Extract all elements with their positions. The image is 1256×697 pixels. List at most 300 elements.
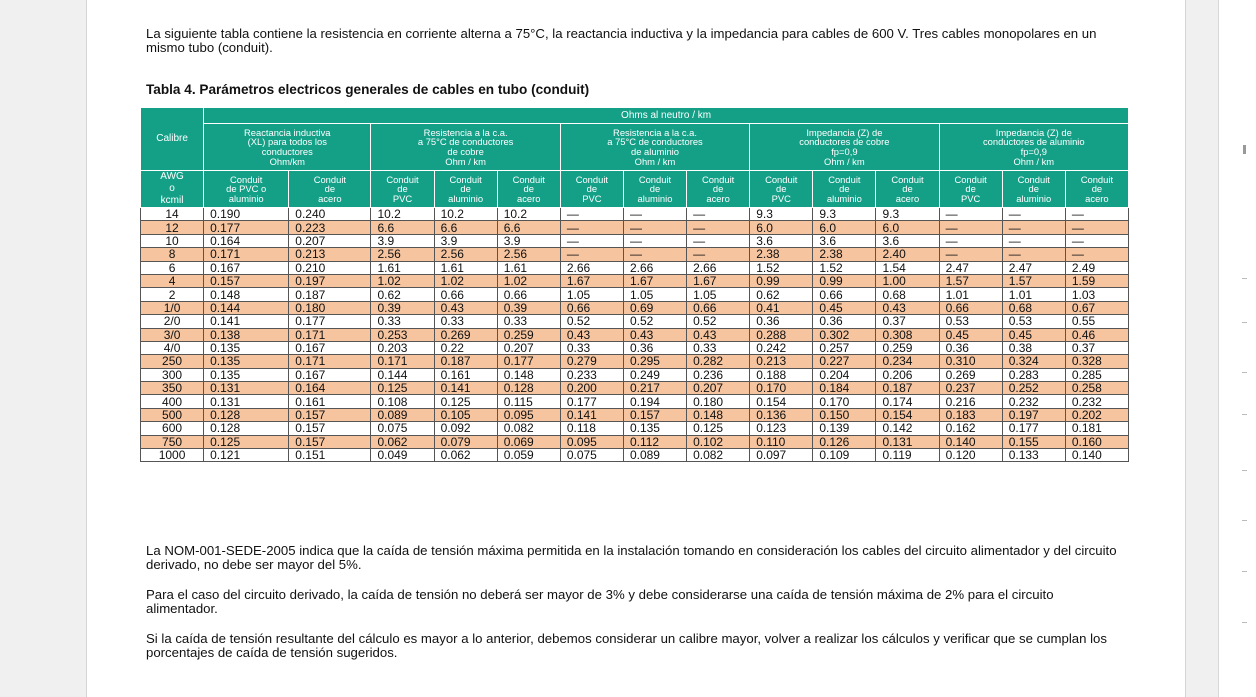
value-cell: 0.283 xyxy=(1002,368,1065,381)
side-panel-marker xyxy=(1243,145,1246,154)
conduit-subheader-line: Conduit xyxy=(828,173,861,185)
value-cell: 0.171 xyxy=(371,355,434,368)
value-cell: 0.190 xyxy=(204,208,289,221)
value-cell: 0.22 xyxy=(434,341,497,354)
conduit-subheader-line: Conduit xyxy=(386,173,419,185)
calibre-cell: 1000 xyxy=(141,449,204,462)
value-cell: 0.55 xyxy=(1065,315,1128,328)
value-cell: 0.302 xyxy=(813,328,876,341)
value-cell: — xyxy=(1065,221,1128,234)
conduit-subheader xyxy=(497,171,560,208)
value-cell: 0.154 xyxy=(750,395,813,408)
value-cell: 0.075 xyxy=(560,449,623,462)
value-cell: — xyxy=(939,248,1002,261)
conduit-subheader xyxy=(1002,171,1065,208)
value-cell: 2.49 xyxy=(1065,261,1128,274)
intro-paragraph: La siguiente tabla contiene la resistencia en corriente alterna a 75°C, la reactancia inductiva y la impedancia para cables de 600 V. Tres cables monopolares en un mismo tubo (conduit). xyxy=(146,26,1097,55)
value-cell: 0.194 xyxy=(623,395,686,408)
conduit-subheader-line: acero xyxy=(706,192,730,204)
value-cell: 0.269 xyxy=(939,368,1002,381)
value-cell: 6.6 xyxy=(497,221,560,234)
value-cell: 10.2 xyxy=(371,208,434,221)
value-cell: 0.148 xyxy=(204,288,289,301)
value-cell: 0.269 xyxy=(434,328,497,341)
value-cell: 0.128 xyxy=(204,422,289,435)
value-cell: — xyxy=(1002,248,1065,261)
value-cell: 0.66 xyxy=(560,301,623,314)
calibre-cell: 12 xyxy=(141,221,204,234)
conduit-subheader-line: de xyxy=(1028,183,1039,195)
table-row xyxy=(141,221,1129,234)
conduit-subheader xyxy=(1065,171,1128,208)
group-header-line: fp=0,9 xyxy=(1020,146,1047,157)
value-cell: 0.125 xyxy=(204,435,289,448)
group-header-line: conductores de aluminio xyxy=(982,136,1085,148)
value-cell: 0.39 xyxy=(371,301,434,314)
value-cell: 0.288 xyxy=(750,328,813,341)
cable-parameters-table xyxy=(140,107,1129,462)
value-cell: 0.249 xyxy=(623,368,686,381)
value-cell: 0.161 xyxy=(434,368,497,381)
value-cell: 0.174 xyxy=(876,395,939,408)
conduit-subheader xyxy=(687,171,750,208)
value-cell: 2.56 xyxy=(371,248,434,261)
conduit-subheader-line: Conduit xyxy=(313,173,347,185)
value-cell: 0.43 xyxy=(560,328,623,341)
calibre-cell: 250 xyxy=(141,355,204,368)
value-cell: 0.62 xyxy=(750,288,813,301)
value-cell: 0.68 xyxy=(876,288,939,301)
value-cell: 0.66 xyxy=(497,288,560,301)
value-cell: 0.140 xyxy=(1065,449,1128,462)
group-header xyxy=(560,124,749,171)
value-cell: — xyxy=(1002,208,1065,221)
value-cell: 0.43 xyxy=(876,301,939,314)
value-cell: 0.187 xyxy=(876,382,939,395)
value-cell: 0.52 xyxy=(560,315,623,328)
value-cell: 1.67 xyxy=(687,274,750,287)
calibre-cell: 600 xyxy=(141,422,204,435)
calibre-cell: 400 xyxy=(141,395,204,408)
larger-gauge-paragraph: Si la caída de tensión resultante del cálculo es mayor a lo anterior, debemos considerar un calibre mayor, volver a realizar los cálculos y verificar que se cumplan los porcentajes de caída de tensión sugeridos. xyxy=(146,631,1107,660)
group-header-line: Resistencia a la c.a. xyxy=(423,126,508,138)
value-cell: 0.99 xyxy=(750,274,813,287)
conduit-subheader xyxy=(750,171,813,208)
value-cell: — xyxy=(623,248,686,261)
conduit-subheader xyxy=(371,171,434,208)
value-cell: 0.204 xyxy=(813,368,876,381)
value-cell: — xyxy=(939,221,1002,234)
value-cell: 0.131 xyxy=(204,395,289,408)
value-cell: — xyxy=(1002,221,1065,234)
value-cell: 0.259 xyxy=(497,328,560,341)
value-cell: 0.157 xyxy=(623,408,686,421)
group-header-line: Ohm / km xyxy=(1013,155,1055,167)
value-cell: 0.188 xyxy=(750,368,813,381)
value-cell: 0.095 xyxy=(560,435,623,448)
conduit-subheader-line: Conduit xyxy=(449,173,482,185)
value-cell: 0.39 xyxy=(497,301,560,314)
conduit-subheader-line: aluminio xyxy=(448,192,484,204)
conduit-subheader-line: aluminio xyxy=(826,192,862,204)
conduit-subheader-line: de xyxy=(523,183,534,195)
value-cell: 10.2 xyxy=(434,208,497,221)
value-cell: 0.232 xyxy=(1065,395,1128,408)
value-cell: 0.177 xyxy=(1002,422,1065,435)
value-cell: 0.150 xyxy=(813,408,876,421)
value-cell: 2.66 xyxy=(687,261,750,274)
conduit-subheader-line: aluminio xyxy=(1016,192,1052,204)
conduit-subheader-line: de PVC o xyxy=(226,183,267,195)
group-header-line: a 75°C de conductores xyxy=(417,136,514,148)
group-header-line: Ohm / km xyxy=(634,155,676,167)
value-cell: 0.99 xyxy=(813,274,876,287)
value-cell: 3.9 xyxy=(371,234,434,247)
value-cell: 0.310 xyxy=(939,355,1002,368)
group-header xyxy=(939,124,1128,171)
value-cell: 0.164 xyxy=(289,382,371,395)
value-cell: 2.56 xyxy=(497,248,560,261)
value-cell: — xyxy=(687,208,750,221)
value-cell: 1.61 xyxy=(434,261,497,274)
side-panel-marker xyxy=(1242,372,1247,373)
conduit-subheader xyxy=(939,171,1002,208)
calibre-cell: 3/0 xyxy=(141,328,204,341)
value-cell: 0.154 xyxy=(876,408,939,421)
value-cell: 0.213 xyxy=(750,355,813,368)
conduit-subheader-line: Conduit xyxy=(701,173,735,185)
value-cell: 0.171 xyxy=(289,328,371,341)
value-cell: 0.135 xyxy=(204,341,289,354)
conduit-subheader-line: de xyxy=(586,183,598,195)
value-cell: 0.095 xyxy=(497,408,560,421)
value-cell: 0.67 xyxy=(1065,301,1128,314)
calibre-cell: 1/0 xyxy=(141,301,204,314)
value-cell: — xyxy=(939,208,1002,221)
value-cell: 6.0 xyxy=(876,221,939,234)
value-cell: 0.082 xyxy=(687,449,750,462)
value-cell: — xyxy=(560,248,623,261)
value-cell: 0.257 xyxy=(813,341,876,354)
value-cell: — xyxy=(1065,234,1128,247)
calibre-cell: 10 xyxy=(141,234,204,247)
conduit-subheader-line: acero xyxy=(1085,192,1109,204)
value-cell: 0.082 xyxy=(497,422,560,435)
table-row xyxy=(141,301,1129,314)
value-cell: 0.203 xyxy=(371,341,434,354)
value-cell: 0.43 xyxy=(687,328,750,341)
value-cell: 0.227 xyxy=(813,355,876,368)
value-cell: 1.67 xyxy=(623,274,686,287)
value-cell: 0.118 xyxy=(560,422,623,435)
value-cell: 0.049 xyxy=(371,449,434,462)
value-cell: 0.46 xyxy=(1065,328,1128,341)
value-cell: 3.9 xyxy=(434,234,497,247)
value-cell: 0.136 xyxy=(750,408,813,421)
value-cell: — xyxy=(1065,248,1128,261)
conduit-subheader-line: aluminio xyxy=(637,192,673,204)
table-row xyxy=(141,248,1129,261)
value-cell: 1.01 xyxy=(939,288,1002,301)
calibre-header: Calibre xyxy=(141,108,204,171)
value-cell: 0.53 xyxy=(939,315,1002,328)
value-cell: 0.253 xyxy=(371,328,434,341)
group-header-line: a 75°C de conductores xyxy=(607,136,703,148)
value-cell: 0.52 xyxy=(687,315,750,328)
conduit-subheader xyxy=(623,171,686,208)
value-cell: 0.109 xyxy=(813,449,876,462)
group-header-line: conductores xyxy=(261,146,313,157)
value-cell: 0.41 xyxy=(750,301,813,314)
calibre-cell: 14 xyxy=(141,208,204,221)
side-panel-marker xyxy=(1242,622,1247,623)
value-cell: 0.36 xyxy=(623,341,686,354)
value-cell: 0.092 xyxy=(434,422,497,435)
conduit-subheader-line: Conduit xyxy=(1017,173,1050,185)
value-cell: 0.37 xyxy=(876,315,939,328)
value-cell: 0.069 xyxy=(497,435,560,448)
value-cell: 1.02 xyxy=(434,274,497,287)
group-header-line: Ohm / km xyxy=(445,155,486,167)
value-cell: 0.210 xyxy=(289,261,371,274)
conduit-subheader-line: PVC xyxy=(960,192,981,204)
conduit-subheader-line: Conduit xyxy=(638,173,672,185)
conduit-subheader-line: acero xyxy=(318,192,342,204)
value-cell: 0.197 xyxy=(1002,408,1065,421)
value-cell: 0.33 xyxy=(687,341,750,354)
value-cell: 2.56 xyxy=(434,248,497,261)
calibre-cell: 350 xyxy=(141,382,204,395)
group-header-line: Ohm/km xyxy=(269,155,305,167)
table-row xyxy=(141,449,1129,462)
value-cell: 0.162 xyxy=(939,422,1002,435)
side-panel-marker xyxy=(1242,571,1247,572)
value-cell: 0.45 xyxy=(939,328,1002,341)
value-cell: 0.126 xyxy=(813,435,876,448)
value-cell: 0.177 xyxy=(497,355,560,368)
conduit-subheader-line: de xyxy=(324,183,336,195)
value-cell: 0.135 xyxy=(204,355,289,368)
value-cell: 0.45 xyxy=(813,301,876,314)
value-cell: 0.279 xyxy=(560,355,623,368)
value-cell: 0.119 xyxy=(876,449,939,462)
value-cell: 0.33 xyxy=(497,315,560,328)
value-cell: 0.128 xyxy=(497,382,560,395)
side-panel-marker xyxy=(1242,470,1247,471)
table-row xyxy=(141,315,1129,328)
value-cell: 0.187 xyxy=(434,355,497,368)
value-cell: — xyxy=(687,248,750,261)
value-cell: 0.125 xyxy=(371,382,434,395)
value-cell: 0.236 xyxy=(687,368,750,381)
table-row xyxy=(141,422,1129,435)
value-cell: 6.0 xyxy=(750,221,813,234)
value-cell: 0.69 xyxy=(623,301,686,314)
group-header-line: Impedancia (Z) de xyxy=(806,126,883,138)
value-cell: 0.170 xyxy=(750,382,813,395)
value-cell: 0.125 xyxy=(687,422,750,435)
conduit-subheader-line: de xyxy=(649,183,661,195)
value-cell: 0.138 xyxy=(204,328,289,341)
value-cell: 0.170 xyxy=(813,395,876,408)
value-cell: 0.108 xyxy=(371,395,434,408)
value-cell: 2.40 xyxy=(876,248,939,261)
table-body xyxy=(141,208,1129,462)
value-cell: 0.120 xyxy=(939,449,1002,462)
conduit-subheader-line: PVC xyxy=(392,192,413,204)
value-cell: 1.61 xyxy=(371,261,434,274)
table-header xyxy=(141,108,1129,208)
value-cell: 0.135 xyxy=(623,422,686,435)
value-cell: 0.157 xyxy=(289,408,371,421)
value-cell: 0.141 xyxy=(560,408,623,421)
group-header-line: (XL) para todos los xyxy=(247,136,327,148)
value-cell: 0.295 xyxy=(623,355,686,368)
group-header-line: fp=0,9 xyxy=(831,146,858,157)
value-cell: 0.181 xyxy=(1065,422,1128,435)
value-cell: 0.237 xyxy=(939,382,1002,395)
conduit-subheader-line: Conduit xyxy=(954,173,987,185)
value-cell: 0.148 xyxy=(687,408,750,421)
value-cell: 0.144 xyxy=(204,301,289,314)
value-cell: 0.180 xyxy=(687,395,750,408)
value-cell: 0.43 xyxy=(434,301,497,314)
value-cell: 0.52 xyxy=(623,315,686,328)
value-cell: 0.223 xyxy=(289,221,371,234)
value-cell: 0.207 xyxy=(687,382,750,395)
value-cell: 0.200 xyxy=(560,382,623,395)
value-cell: — xyxy=(687,234,750,247)
value-cell: 0.216 xyxy=(939,395,1002,408)
value-cell: 0.33 xyxy=(434,315,497,328)
value-cell: 0.206 xyxy=(876,368,939,381)
value-cell: — xyxy=(560,221,623,234)
value-cell: 0.105 xyxy=(434,408,497,421)
value-cell: 0.62 xyxy=(371,288,434,301)
conduit-subheader-line: de xyxy=(397,183,408,195)
value-cell: 1.52 xyxy=(750,261,813,274)
value-cell: 0.079 xyxy=(434,435,497,448)
side-panel-marker xyxy=(1242,414,1247,415)
calibre-cell: 2 xyxy=(141,288,204,301)
value-cell: — xyxy=(623,208,686,221)
value-cell: 0.112 xyxy=(623,435,686,448)
calibre-cell: 300 xyxy=(141,368,204,381)
value-cell: 3.6 xyxy=(750,234,813,247)
conduit-subheader xyxy=(560,171,623,208)
value-cell: 0.324 xyxy=(1002,355,1065,368)
group-header-line: de cobre xyxy=(447,146,484,157)
table-row xyxy=(141,395,1129,408)
awg-header-line: o xyxy=(169,183,175,194)
calibre-cell: 500 xyxy=(141,408,204,421)
calibre-cell: 2/0 xyxy=(141,315,204,328)
conduit-subheader xyxy=(289,171,371,208)
value-cell: 0.328 xyxy=(1065,355,1128,368)
value-cell: 0.66 xyxy=(813,288,876,301)
value-cell: 0.157 xyxy=(204,274,289,287)
conduit-subheader xyxy=(813,171,876,208)
value-cell: 0.131 xyxy=(204,382,289,395)
value-cell: 0.187 xyxy=(289,288,371,301)
group-header-line: de aluminio xyxy=(631,146,679,157)
value-cell: 1.00 xyxy=(876,274,939,287)
value-cell: 3.9 xyxy=(497,234,560,247)
conduit-subheader-line: Conduit xyxy=(230,173,263,185)
value-cell: 1.02 xyxy=(371,274,434,287)
value-cell: 1.02 xyxy=(497,274,560,287)
conduit-subheader-line: de xyxy=(1091,183,1103,195)
value-cell: 0.68 xyxy=(1002,301,1065,314)
derived-circuit-paragraph: Para el caso del circuito derivado, la caída de tensión no deberá ser mayor de 3% y debe considerarse una caída de tensión máxima de 2% para el circuito alimentador. xyxy=(146,587,1054,616)
value-cell: 0.53 xyxy=(1002,315,1065,328)
value-cell: 0.144 xyxy=(371,368,434,381)
value-cell: 0.252 xyxy=(1002,382,1065,395)
side-panel xyxy=(1218,0,1256,697)
value-cell: 0.33 xyxy=(371,315,434,328)
value-cell: 0.171 xyxy=(204,248,289,261)
value-cell: 1.54 xyxy=(876,261,939,274)
side-panel-marker xyxy=(1242,322,1247,323)
value-cell: 0.66 xyxy=(687,301,750,314)
value-cell: 0.161 xyxy=(289,395,371,408)
value-cell: 0.233 xyxy=(560,368,623,381)
value-cell: 2.38 xyxy=(813,248,876,261)
value-cell: 0.167 xyxy=(204,261,289,274)
value-cell: 0.157 xyxy=(289,435,371,448)
value-cell: 0.258 xyxy=(1065,382,1128,395)
value-cell: 0.121 xyxy=(204,449,289,462)
value-cell: 1.03 xyxy=(1065,288,1128,301)
conduit-subheader-line: de xyxy=(712,183,724,195)
group-header-line: Resistencia a la c.a. xyxy=(613,126,697,138)
calibre-cell: 6 xyxy=(141,261,204,274)
value-cell: 0.177 xyxy=(560,395,623,408)
group-header xyxy=(750,124,939,171)
value-cell: 0.234 xyxy=(876,355,939,368)
conduit-subheader-line: acero xyxy=(517,192,541,204)
table-row xyxy=(141,274,1129,287)
value-cell: 0.184 xyxy=(813,382,876,395)
awg-header-line: AWG xyxy=(160,171,184,182)
value-cell: 0.160 xyxy=(1065,435,1128,448)
value-cell: 0.110 xyxy=(750,435,813,448)
value-cell: 9.3 xyxy=(750,208,813,221)
value-cell: — xyxy=(623,221,686,234)
value-cell: — xyxy=(560,208,623,221)
value-cell: 0.183 xyxy=(939,408,1002,421)
calibre-cell: 750 xyxy=(141,435,204,448)
conduit-subheader-line: Conduit xyxy=(1080,173,1114,185)
conduit-subheader-line: aluminio xyxy=(228,192,264,204)
value-cell: 6.6 xyxy=(434,221,497,234)
conduit-subheader-line: acero xyxy=(895,192,920,204)
value-cell: 0.259 xyxy=(876,341,939,354)
value-cell: 0.45 xyxy=(1002,328,1065,341)
value-cell: 0.125 xyxy=(434,395,497,408)
value-cell: 0.177 xyxy=(204,221,289,234)
value-cell: 0.171 xyxy=(289,355,371,368)
value-cell: — xyxy=(939,234,1002,247)
table-row xyxy=(141,368,1129,381)
value-cell: 0.089 xyxy=(623,449,686,462)
value-cell: 0.128 xyxy=(204,408,289,421)
table-row xyxy=(141,328,1129,341)
value-cell: 0.308 xyxy=(876,328,939,341)
group-header xyxy=(371,124,560,171)
group-header-line: Ohm / km xyxy=(824,155,865,167)
value-cell: 0.164 xyxy=(204,234,289,247)
